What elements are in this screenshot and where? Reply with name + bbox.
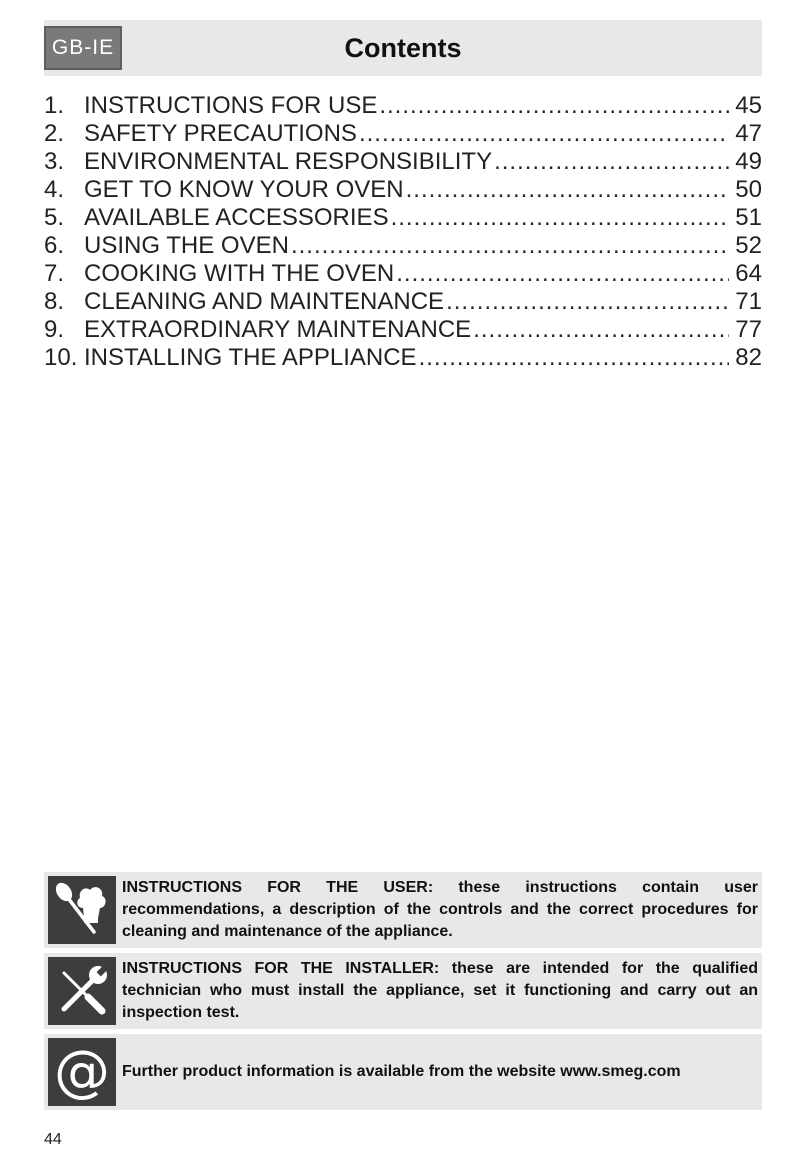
toc-item-cleaning-and-maintenance[interactable] bbox=[44, 288, 762, 316]
toc-number: 1. bbox=[44, 92, 65, 119]
toc-number: 6. bbox=[44, 232, 65, 259]
toc-title: AVAILABLE ACCESSORIES bbox=[84, 204, 389, 231]
toc-number: 7. bbox=[44, 260, 65, 287]
toc-title: SAFETY PRECAUTIONS bbox=[84, 120, 357, 147]
table-of-contents bbox=[44, 92, 762, 372]
user-instructions-text: INSTRUCTIONS FOR THE USER: these instructions contain user recommendations, a description of the controls and the correct procedures for cleaning and maintenance of the appliance. bbox=[122, 879, 758, 940]
website-info-box bbox=[44, 1034, 762, 1110]
language-badge: GB-IE bbox=[44, 26, 122, 70]
toc-item-get-to-know-your-oven[interactable] bbox=[44, 176, 762, 204]
toc-item-using-the-oven[interactable] bbox=[44, 232, 762, 260]
toc-title: INSTALLING THE APPLIANCE bbox=[84, 344, 417, 371]
toc-leader-dots bbox=[391, 204, 730, 232]
toc-title: CLEANING AND MAINTENANCE bbox=[84, 288, 445, 315]
toc-number: 2. bbox=[44, 120, 65, 147]
toc-page: 47 bbox=[735, 120, 762, 147]
toc-leader-dots bbox=[446, 288, 729, 316]
toc-title: ENVIRONMENTAL RESPONSIBILITY bbox=[84, 148, 493, 175]
toc-item-safety-precautions[interactable] bbox=[44, 120, 762, 148]
toc-title: INSTRUCTIONS FOR USE bbox=[84, 92, 378, 119]
page-title: Contents bbox=[344, 32, 462, 63]
toc-page: 82 bbox=[735, 344, 762, 371]
chef-hat-spoon-icon bbox=[48, 876, 116, 944]
website-info-text: Further product information is available from the website www.smeg.com bbox=[122, 1063, 681, 1080]
toc-title: USING THE OVEN bbox=[84, 232, 289, 259]
toc-page: 71 bbox=[735, 288, 762, 315]
installer-instructions-box bbox=[44, 953, 762, 1029]
header-bar bbox=[44, 20, 762, 76]
toc-item-instructions-for-use[interactable] bbox=[44, 92, 762, 120]
toc-title: EXTRAORDINARY MAINTENANCE bbox=[84, 316, 472, 343]
toc-leader-dots bbox=[291, 232, 729, 260]
toc-leader-dots bbox=[419, 344, 730, 372]
toc-leader-dots bbox=[473, 316, 729, 344]
toc-title: GET TO KNOW YOUR OVEN bbox=[84, 176, 404, 203]
toc-item-environmental-responsibility[interactable] bbox=[44, 148, 762, 176]
toc-page: 52 bbox=[735, 232, 762, 259]
toc-number: 8. bbox=[44, 288, 65, 315]
toc-page: 49 bbox=[735, 148, 762, 175]
page-number: 44 bbox=[44, 1131, 62, 1148]
toc-leader-dots bbox=[494, 148, 729, 176]
toc-number: 5. bbox=[44, 204, 65, 231]
installer-instructions-text: INSTRUCTIONS FOR THE INSTALLER: these are intended for the qualified technician who must install the appliance, set it functioning and carry out an inspection test. bbox=[122, 960, 758, 1021]
toc-item-cooking-with-the-oven[interactable] bbox=[44, 260, 762, 288]
user-instructions-box bbox=[44, 872, 762, 948]
wrench-screwdriver-icon bbox=[48, 957, 116, 1025]
toc-item-extraordinary-maintenance[interactable] bbox=[44, 316, 762, 344]
toc-item-installing-the-appliance[interactable] bbox=[44, 344, 762, 372]
toc-item-available-accessories[interactable] bbox=[44, 204, 762, 232]
toc-number: 9. bbox=[44, 316, 65, 343]
toc-number: 10. bbox=[44, 344, 78, 371]
toc-page: 64 bbox=[735, 260, 762, 287]
toc-page: 45 bbox=[735, 92, 762, 119]
toc-leader-dots bbox=[379, 92, 729, 120]
toc-number: 4. bbox=[44, 176, 65, 203]
toc-page: 51 bbox=[735, 204, 762, 231]
toc-page: 77 bbox=[735, 316, 762, 343]
at-sign-icon: @ bbox=[48, 1038, 116, 1106]
toc-number: 3. bbox=[44, 148, 65, 175]
toc-leader-dots bbox=[396, 260, 729, 288]
toc-title: COOKING WITH THE OVEN bbox=[84, 260, 395, 287]
toc-page: 50 bbox=[735, 176, 762, 203]
toc-leader-dots bbox=[406, 176, 730, 204]
toc-leader-dots bbox=[359, 120, 729, 148]
